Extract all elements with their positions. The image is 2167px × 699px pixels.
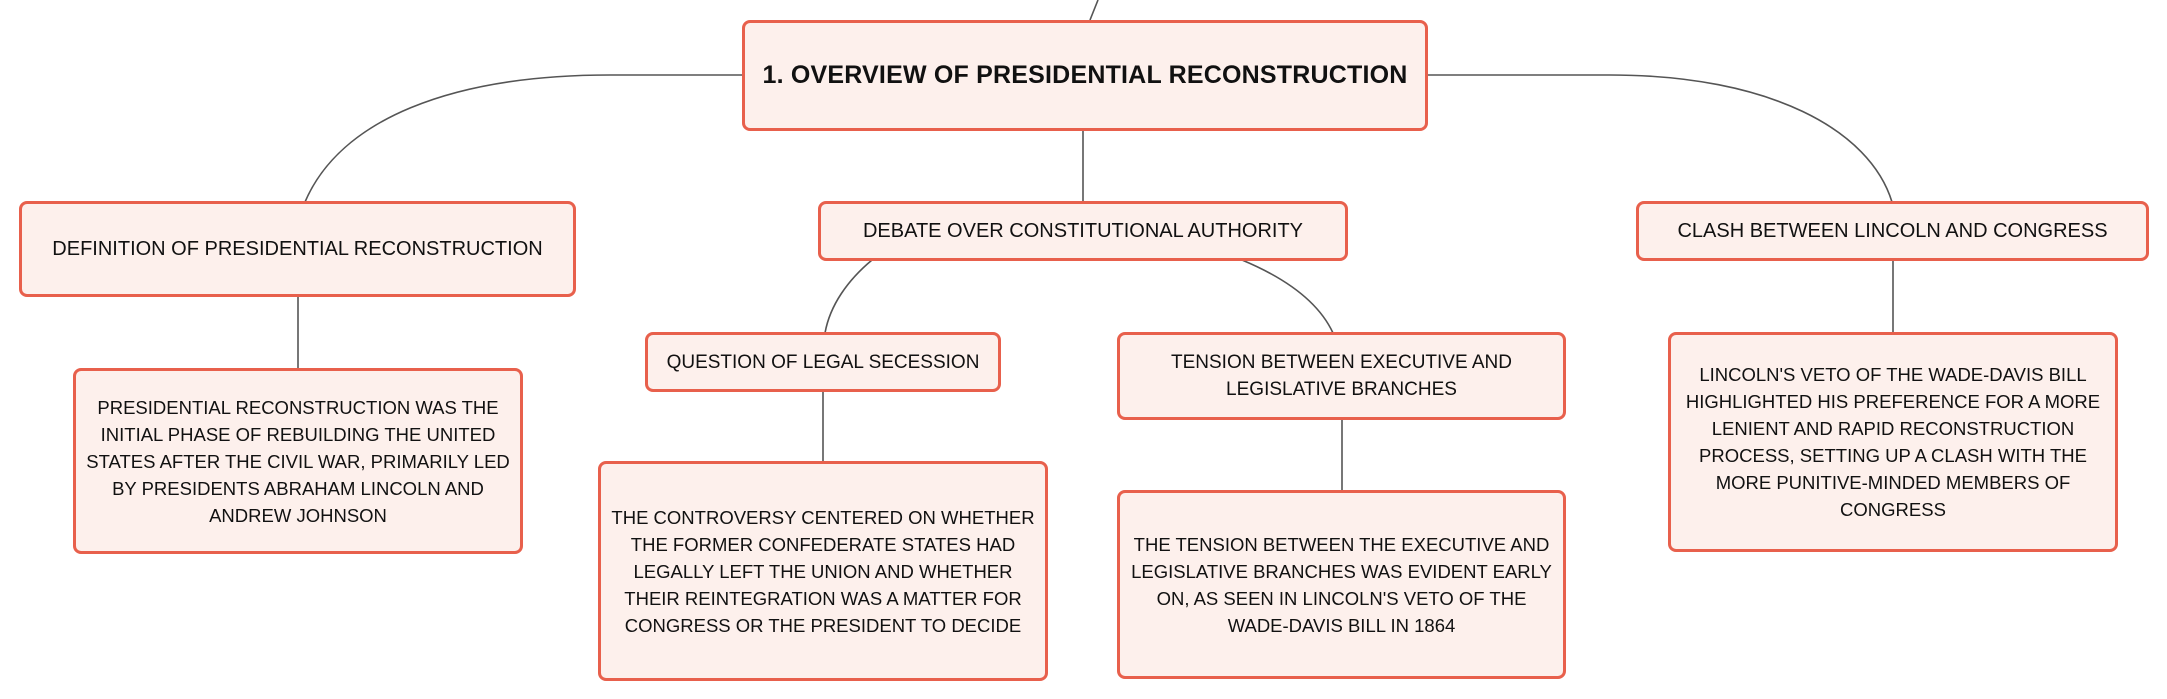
detail-definition[interactable]: [73, 368, 523, 554]
topic-debate[interactable]: [818, 201, 1348, 261]
topic-clash-label: CLASH BETWEEN LINCOLN AND CONGRESS: [1677, 219, 2108, 242]
detail-branch-tension-text: THE TENSION BETWEEN THE EXECUTIVE AND LEGISLATIVE BRANCHES WAS EVIDENT EARLY ON, AS SEEN IN LINCOLN'S VETO OF THE WADE-DAVIS BILL IN 1864: [1131, 533, 1552, 636]
subtopic-legal-secession[interactable]: [645, 332, 1001, 392]
topic-debate-label: DEBATE OVER CONSTITUTIONAL AUTHORITY: [862, 219, 1304, 242]
subtopic-branch-tension-label: TENSION BETWEEN EXECUTIVE AND LEGISLATIVE BRANCHES: [1171, 352, 1512, 400]
detail-clash[interactable]: [1668, 332, 2118, 552]
connector-root-to-definition: [305, 75, 742, 202]
topic-clash[interactable]: [1636, 201, 2149, 261]
subtopic-branch-tension[interactable]: [1117, 332, 1566, 420]
subtopic-legal-secession-label: QUESTION OF LEGAL SECESSION: [666, 351, 980, 373]
connector-root-to-clash: [1428, 75, 1892, 202]
detail-clash-text: LINCOLN'S VETO OF THE WADE-DAVIS BILL HIGHLIGHTED HIS PREFERENCE FOR A MORE LENIENT AND RAPID RECONSTRUCTION PROCESS, SETTING UP A CLASH WITH THE MORE PUNITIVE-MINDED MEMBERS OF CONGRESS: [1685, 364, 2101, 520]
detail-definition-text: PRESIDENTIAL RECONSTRUCTION WAS THE INITIAL PHASE OF REBUILDING THE UNITED STATES AFTER THE CIVIL WAR, PRIMARILY LED BY PRESIDENTS ABRAHAM LINCOLN AND ANDREW JOHNSON: [86, 396, 510, 526]
connector-debate-to-tension: [1242, 260, 1333, 333]
detail-legal-secession-text: THE CONTROVERSY CENTERED ON WHETHER THE FORMER CONFEDERATE STATES HAD LEGALLY LEFT THE UNION AND WHETHER THEIR REINTEGRATION WAS A MATTER FOR CONGRESS OR THE PRESIDENT TO DECIDE: [611, 506, 1035, 636]
topic-definition-label: DEFINITION OF PRESIDENTIAL RECONSTRUCTION: [52, 237, 543, 260]
connector-debate-to-secession: [825, 260, 872, 333]
root-topic-label: 1. OVERVIEW OF PRESIDENTIAL RECONSTRUCTION: [762, 61, 1408, 89]
root-topic[interactable]: [742, 20, 1428, 131]
detail-branch-tension[interactable]: [1117, 490, 1566, 679]
connector-parent-link: [1090, 0, 1098, 20]
topic-definition[interactable]: [19, 201, 576, 297]
detail-legal-secession[interactable]: [598, 461, 1048, 681]
